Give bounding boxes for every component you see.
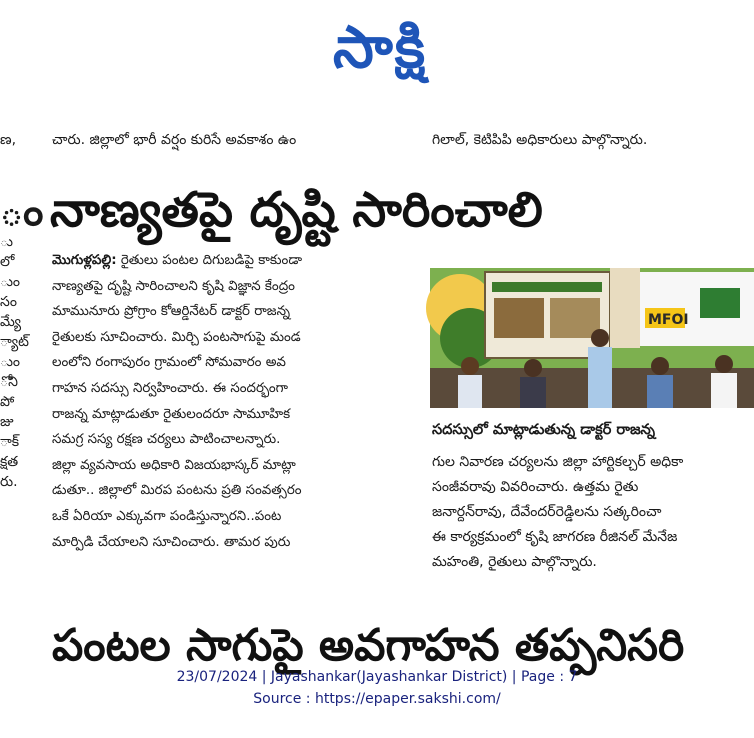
left-edge-line: సం (0, 294, 17, 310)
right-line: మహంతి, రైతులు పాల్గొన్నారు. (432, 554, 597, 570)
top-right-line: గిలాల్, కెటిపిపి అధికారులు పాల్గొన్నారు. (432, 132, 648, 148)
epaper-footer (0, 666, 754, 710)
left-edge-head-fragment: ం (0, 189, 44, 235)
masthead-logo (270, 8, 490, 100)
article-line: మొగుళ్లపల్లి: రైతులు పంటల దిగుబడిపై కాకుండా (52, 253, 303, 268)
left-edge-line: ు (0, 234, 13, 250)
right-column (432, 450, 754, 575)
left-edge-line: మ్యే (0, 314, 22, 330)
article-line: రాజన్న మాట్లాడుతూ రైతులందరూ సామూహిక (52, 406, 291, 422)
right-line: సంజీవరావు వివరించారు. ఉత్తమ రైతు (432, 479, 639, 495)
left-edge-line: లో (0, 254, 15, 270)
article-line: లంలోని రంగాపురం గ్రామంలో సోమవారం అవ (52, 355, 286, 371)
left-edge-line: ుం (0, 274, 21, 290)
article-headline: నాణ్యతపై దృష్టి సారించాలి (50, 182, 543, 238)
photo-illustration (430, 268, 754, 408)
article-line: గాహన సదస్సు నిర్వహించారు. ఈ సందర్భంగా (52, 380, 288, 396)
article-body (52, 248, 396, 555)
footer-source[interactable]: Source : https://epaper.sakshi.com/ (253, 691, 501, 707)
left-edge-line: ోని (0, 374, 18, 390)
article-line: జిల్లా వ్యవసాయ అధికారి విజయభాస్కర్ మాట్లా (52, 457, 296, 473)
news-photo (430, 268, 754, 408)
article-line: రైతులకు సూచించారు. మిర్చి పంటసాగుపై మండ (52, 329, 301, 345)
article-line: ఒకే ఏరియా ఎక్కువగా పండిస్తున్నారని..పంట (52, 508, 282, 524)
top-left-fragment: ణ, (0, 132, 17, 148)
left-edge-line: జు (0, 414, 14, 430)
footer-date-page: 23/07/2024 | Jayashankar(Jayashankar District) | Page : 7 (176, 669, 578, 685)
banner-text: MFOI (648, 312, 689, 328)
next-article-headline: పంటల సాగుపై అవగాహన తప్పనిసరి (52, 620, 685, 671)
top-center-line: చారు. జిల్లాలో భారీ వర్షం కురిసే అవకాశం ఉం (52, 132, 297, 148)
article-line: సమగ్ర సస్య రక్షణ చర్యలు పాటించాలన్నారు. (52, 432, 281, 448)
right-line: జనార్దన్‌రావు, దేవేందర్‌రెడ్డిలను సత్కరించా (432, 504, 662, 520)
right-line: గుల నివారణ చర్యలను జిల్లా హార్టికల్చర్ అధికా (432, 454, 684, 470)
masthead-title: సాక్షి (332, 12, 428, 81)
left-edge-line: పో (0, 394, 15, 410)
left-edge-line: ్యాట్ (0, 334, 29, 350)
article-line: మామునూరు ప్రోగ్రాం కోఆర్డినేటర్ డాక్టర్ రాజన్న (52, 304, 290, 320)
article-line: మార్పిడి చేయాలని సూచించారు. తామర పురు (52, 534, 291, 550)
right-line: ఈ కార్యక్రమంలో కృషి జాగరణ రీజినల్ మేనేజ (432, 529, 678, 545)
article-line: నాణ్యతపై దృష్టి సారించాలని కృషి విజ్ఞాన కేంద్రం (52, 278, 295, 294)
photo-caption: సదస్సులో మాట్లాడుతున్న డాక్టర్ రాజన్న (432, 422, 656, 438)
left-edge-line: ుం (0, 354, 21, 370)
article-dateline: మొగుళ్లపల్లి: (52, 253, 117, 268)
left-edge-line: క్షత (0, 454, 19, 470)
left-edge-line: రు. (0, 474, 18, 490)
left-edge-line: ాక్ (0, 434, 20, 450)
newspaper-clipping (0, 120, 754, 671)
article-line: డుతూ.. జిల్లాలో మిరప పంటను ప్రతి సంవత్సరం (52, 483, 302, 499)
left-edge-column (0, 232, 29, 492)
